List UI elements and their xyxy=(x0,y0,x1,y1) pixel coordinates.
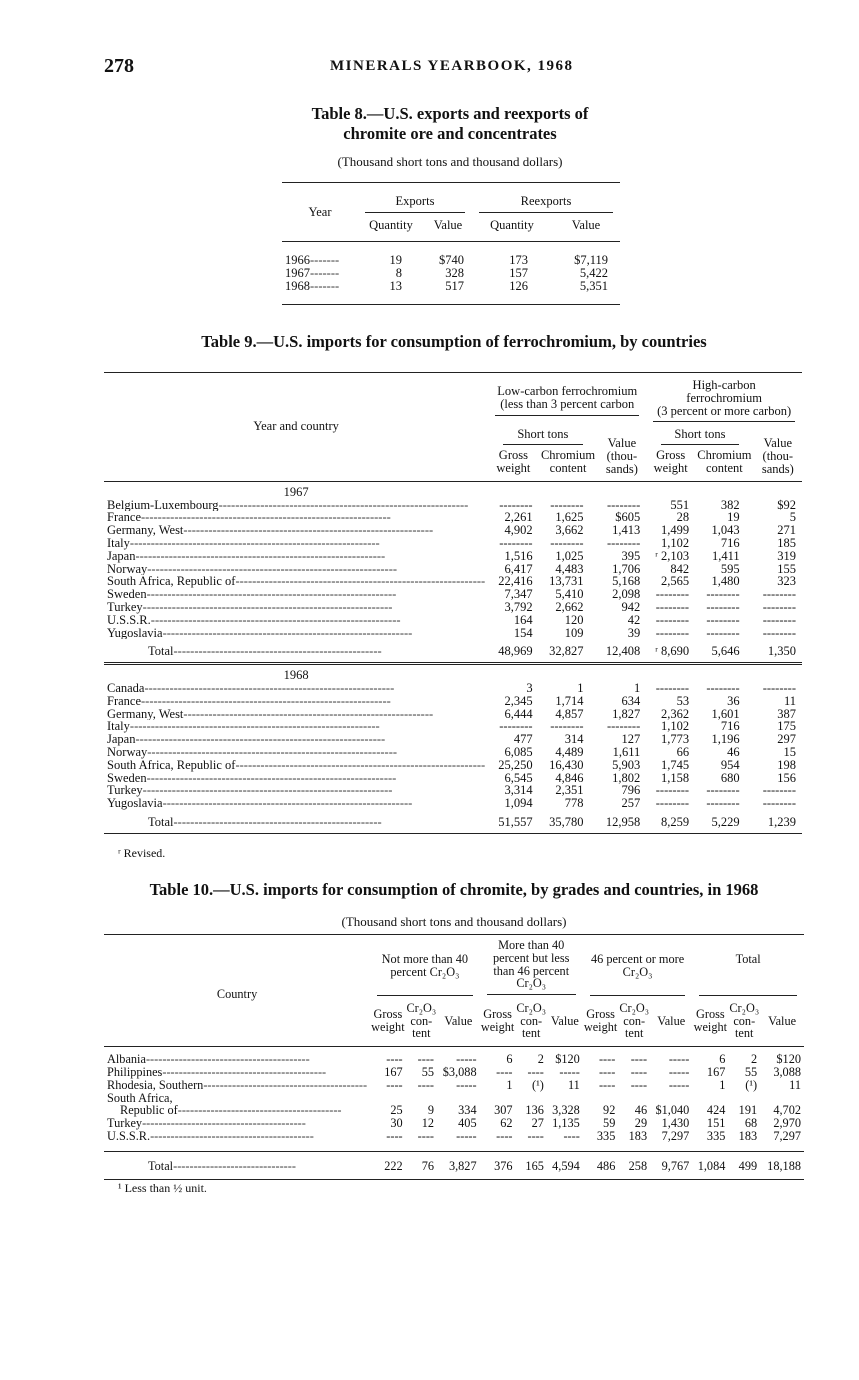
table-row: Norway------------------------------------------------------------ 6,417 4,483 1,706 842 595 155 xyxy=(107,561,796,576)
table-row: U.S.S.R.------------------------------------------------------------ 164 120 42 -------- -------- -------- xyxy=(107,612,796,627)
t9-group-high: High-carbon ferrochromium (3 percent or more carbon) xyxy=(653,379,795,422)
country-label: Republic of xyxy=(120,1104,178,1118)
t10-col-value: Value xyxy=(657,1013,686,1028)
t9-col-gross-low: Gross weight xyxy=(496,448,531,475)
table9 xyxy=(104,372,802,834)
table8 xyxy=(282,182,620,305)
t10-group-total: Total xyxy=(699,953,797,996)
country-label: Rhodesia, Southern xyxy=(107,1078,204,1092)
t10-col-value: Value xyxy=(768,1013,797,1028)
t9-col-gross-high: Gross weight xyxy=(653,448,688,475)
table-row: Germany, West------------------------------------------------------------ 4,902 3,662 1,413 1,499 1,043 271 xyxy=(107,523,796,538)
country-label: Total xyxy=(148,1159,174,1173)
t10-col-country: Country xyxy=(104,935,370,1047)
table-row: South Africa, Republic of------------------------------------------------------------ 25,250 16,430 5,903 1,745 954 198 xyxy=(107,757,796,772)
table-row: Yugoslavia------------------------------------------------------------ 154 109 39 -------- -------- -------- xyxy=(107,625,796,640)
t10-col-gross: Gross weight xyxy=(371,1007,405,1034)
table-row: Rhodesia, Southern---------------------------------------- ---- ---- ----- 1 (¹) 11 ---- ---- ----- 1 (¹) 11 xyxy=(107,1077,801,1092)
table-row: Yugoslavia------------------------------------------------------------ 1,094 778 257 -------- -------- -------- xyxy=(107,796,796,811)
table-row: Sweden------------------------------------------------------------ 6,545 4,846 1,802 1,158 680 156 xyxy=(107,770,796,785)
country-label: Canada xyxy=(107,681,145,695)
t8-col-reexp-qty: Quantity xyxy=(490,218,534,233)
t9-col-value-low: Value (thou- sands) xyxy=(598,422,647,481)
country-label: South Africa, Republic of xyxy=(107,575,236,589)
country-label: South Africa, Republic of xyxy=(107,758,236,772)
country-label: Belgium-Luxembourg xyxy=(107,498,219,512)
t8-col-exp-qty: Quantity xyxy=(369,218,413,233)
country-label: France xyxy=(107,511,142,525)
t10-group-40: Not more than 40 percent Cr₂O₃ xyxy=(377,953,472,996)
t10-col-gross: Gross weight xyxy=(583,1007,618,1034)
t10-col-cr2o3: Cr₂O₃ con- tent xyxy=(619,1000,650,1041)
country-label: Japan xyxy=(107,733,136,746)
table-row: Japan------------------------------------------------------------ 477 314 127 1,773 1,196 297 xyxy=(107,732,796,747)
table-row: Turkey------------------------------------------------------------ 3,314 2,351 796 -------- -------- -------- xyxy=(107,783,796,798)
t9-group-low: Low-carbon ferrochromium (less than 3 percent carbon xyxy=(495,385,639,416)
t9-total-1968: Total-------------------------------------------------- 51,557 35,780 12,958 8,259 5,229 1,239 xyxy=(148,814,796,829)
t9-short-tons-low: Short tons xyxy=(503,428,582,445)
country-label: Total xyxy=(148,815,174,829)
running-title: MINERALS YEARBOOK, 1968 xyxy=(330,58,574,74)
country-label: Turkey xyxy=(107,600,143,614)
country-label: Yugoslavia xyxy=(107,626,163,640)
table-row: Belgium-Luxembourg------------------------------------------------------------ -------- -------- -------- 551 382 $92 xyxy=(107,497,796,512)
country-label: Japan xyxy=(107,549,136,563)
t10-col-cr2o3: Cr₂O₃ con- tent xyxy=(406,1000,437,1041)
t10-sa-label: South Africa, xyxy=(107,1091,173,1105)
table-row: Republic of---------------------------------------- 25 9 334 307 136 3,328 92 46 $1,040 424 191 4,702 xyxy=(120,1103,801,1118)
t9-col-chrom-high: Chromium content xyxy=(697,448,752,475)
table-row: Turkey------------------------------------------------------------ 3,792 2,662 942 -------- -------- -------- xyxy=(107,599,796,614)
table-row: 1966------- 19 $740 173 $7,119 xyxy=(285,253,608,267)
country-label: Norway xyxy=(107,745,148,759)
table10 xyxy=(104,934,804,1180)
t9-year-1967: 1967 xyxy=(283,484,309,499)
table-row: 1968------- 13 517 126 5,351 xyxy=(285,278,608,293)
t10-footnote: ¹ Less than ½ unit. xyxy=(118,1181,207,1195)
country-label: Norway xyxy=(107,562,148,576)
t8-group-reexports: Reexports xyxy=(479,195,613,213)
table-row: 1967------- 8 328 157 5,422 xyxy=(285,265,608,280)
table-row: Italy------------------------------------------------------------ -------- -------- -------- 1,102 716 185 xyxy=(107,535,796,550)
country-label: U.S.S.R. xyxy=(107,1129,151,1143)
table-row: Norway------------------------------------------------------------ 6,085 4,489 1,611 66 46 15 xyxy=(107,744,796,759)
table8-subtitle: (Thousand short tons and thousand dollars) xyxy=(337,154,563,169)
country-label: Sweden xyxy=(107,771,147,785)
t9-col-chrom-low: Chromium content xyxy=(540,448,596,475)
t10-group-46: 46 percent or more Cr₂O₃ xyxy=(590,953,685,996)
country-label: France xyxy=(107,694,142,708)
country-label: Total xyxy=(148,645,174,659)
country-label: Germany, West xyxy=(107,707,184,721)
page-header xyxy=(104,55,804,79)
country-label: Yugoslavia xyxy=(107,797,163,810)
table-row: South Africa, Republic of------------------------------------------------------------ 22,416 13,731 5,168 2,565 1,480 323 xyxy=(107,574,796,589)
t8-col-exp-val: Value xyxy=(433,218,463,233)
table10-subtitle: (Thousand short tons and thousand dollars) xyxy=(341,914,567,929)
country-label: Turkey xyxy=(107,1117,143,1130)
country-label: Germany, West xyxy=(107,524,184,537)
table9-title: Table 9.—U.S. imports for consumption of ferrochromium, by countries xyxy=(201,332,707,351)
t9-col-value-high: Value (thou- sands) xyxy=(754,422,802,481)
t8-group-exports: Exports xyxy=(365,195,465,213)
country-label: Sweden xyxy=(107,588,147,601)
country-label: Albania xyxy=(107,1053,146,1066)
t10-col-cr2o3: Cr₂O₃ con- tent xyxy=(729,1000,760,1041)
table-row: Italy------------------------------------------------------------ -------- -------- -------- 1,102 716 175 xyxy=(107,719,796,734)
t10-col-value: Value xyxy=(550,1013,579,1028)
table-row: Albania---------------------------------------- ---- ---- ----- 6 2 $120 ---- ---- ----- 6 2 $120 xyxy=(107,1052,801,1067)
country-label: Turkey xyxy=(107,784,143,798)
table-row: France------------------------------------------------------------ 2,261 1,625 $605 28 19 5 xyxy=(107,510,796,525)
t8-col-year: Year xyxy=(282,183,358,242)
t9-year-1968: 1968 xyxy=(283,668,309,683)
t9-total-1967: Total-------------------------------------------------- 48,969 32,827 12,408 ʳ 8,690 5,646 1,350 xyxy=(148,644,796,659)
t10-col-value: Value xyxy=(444,1013,473,1028)
table-row: U.S.S.R.---------------------------------------- ---- ---- ----- ---- ---- ---- 335 183 7,297 335 183 7,297 xyxy=(107,1128,801,1143)
page-number: 278 xyxy=(104,55,134,77)
t9-short-tons-high: Short tons xyxy=(661,428,738,445)
country-label: Italy xyxy=(107,536,130,550)
t10-col-gross: Gross weight xyxy=(480,1007,515,1034)
country-label: U.S.S.R. xyxy=(107,613,151,627)
table-row: Germany, West------------------------------------------------------------ 6,444 4,857 1,827 2,362 1,601 387 xyxy=(107,706,796,721)
table-row: Turkey---------------------------------------- 30 12 405 62 27 1,135 59 29 1,430 151 68 2,970 xyxy=(107,1116,801,1131)
t9-footnote: ʳ Revised. xyxy=(118,846,166,860)
table-row: Philippines---------------------------------------- 167 55 $3,088 ---- ---- ----- ---- ---- ----- 167 55 3,088 xyxy=(107,1064,801,1079)
t10-col-gross: Gross weight xyxy=(693,1007,728,1034)
table10-title: Table 10.—U.S. imports for consumption of chromite, by grades and countries, in 1968 xyxy=(149,880,759,899)
t8-col-reexp-val: Value xyxy=(571,218,601,233)
t10-total: Total------------------------------ 222 76 3,827 376 165 4,594 486 258 9,767 1,084 499 18,188 xyxy=(148,1158,801,1173)
t10-col-cr2o3: Cr₂O₃ con- tent xyxy=(516,1000,547,1041)
table8-title: Table 8.—U.S. exports and reexports of chromite ore and concentrates xyxy=(311,104,589,143)
table-row: Japan------------------------------------------------------------ 1,516 1,025 395 ʳ 2,103 1,411 319 xyxy=(107,548,796,563)
table-row: France------------------------------------------------------------ 2,345 1,714 634 53 36 11 xyxy=(107,693,796,708)
country-label: Italy xyxy=(107,720,130,734)
table-row: Sweden------------------------------------------------------------ 7,347 5,410 2,098 -------- -------- -------- xyxy=(107,587,796,602)
t10-group-40-46: More than 40 percent but less than 46 percent Cr₂O₃ xyxy=(487,939,576,995)
country-label: Philippines xyxy=(107,1065,163,1079)
table-row: Canada------------------------------------------------------------ 3 1 1 -------- -------- -------- xyxy=(107,680,796,695)
t9-col-country: Year and country xyxy=(104,373,488,482)
